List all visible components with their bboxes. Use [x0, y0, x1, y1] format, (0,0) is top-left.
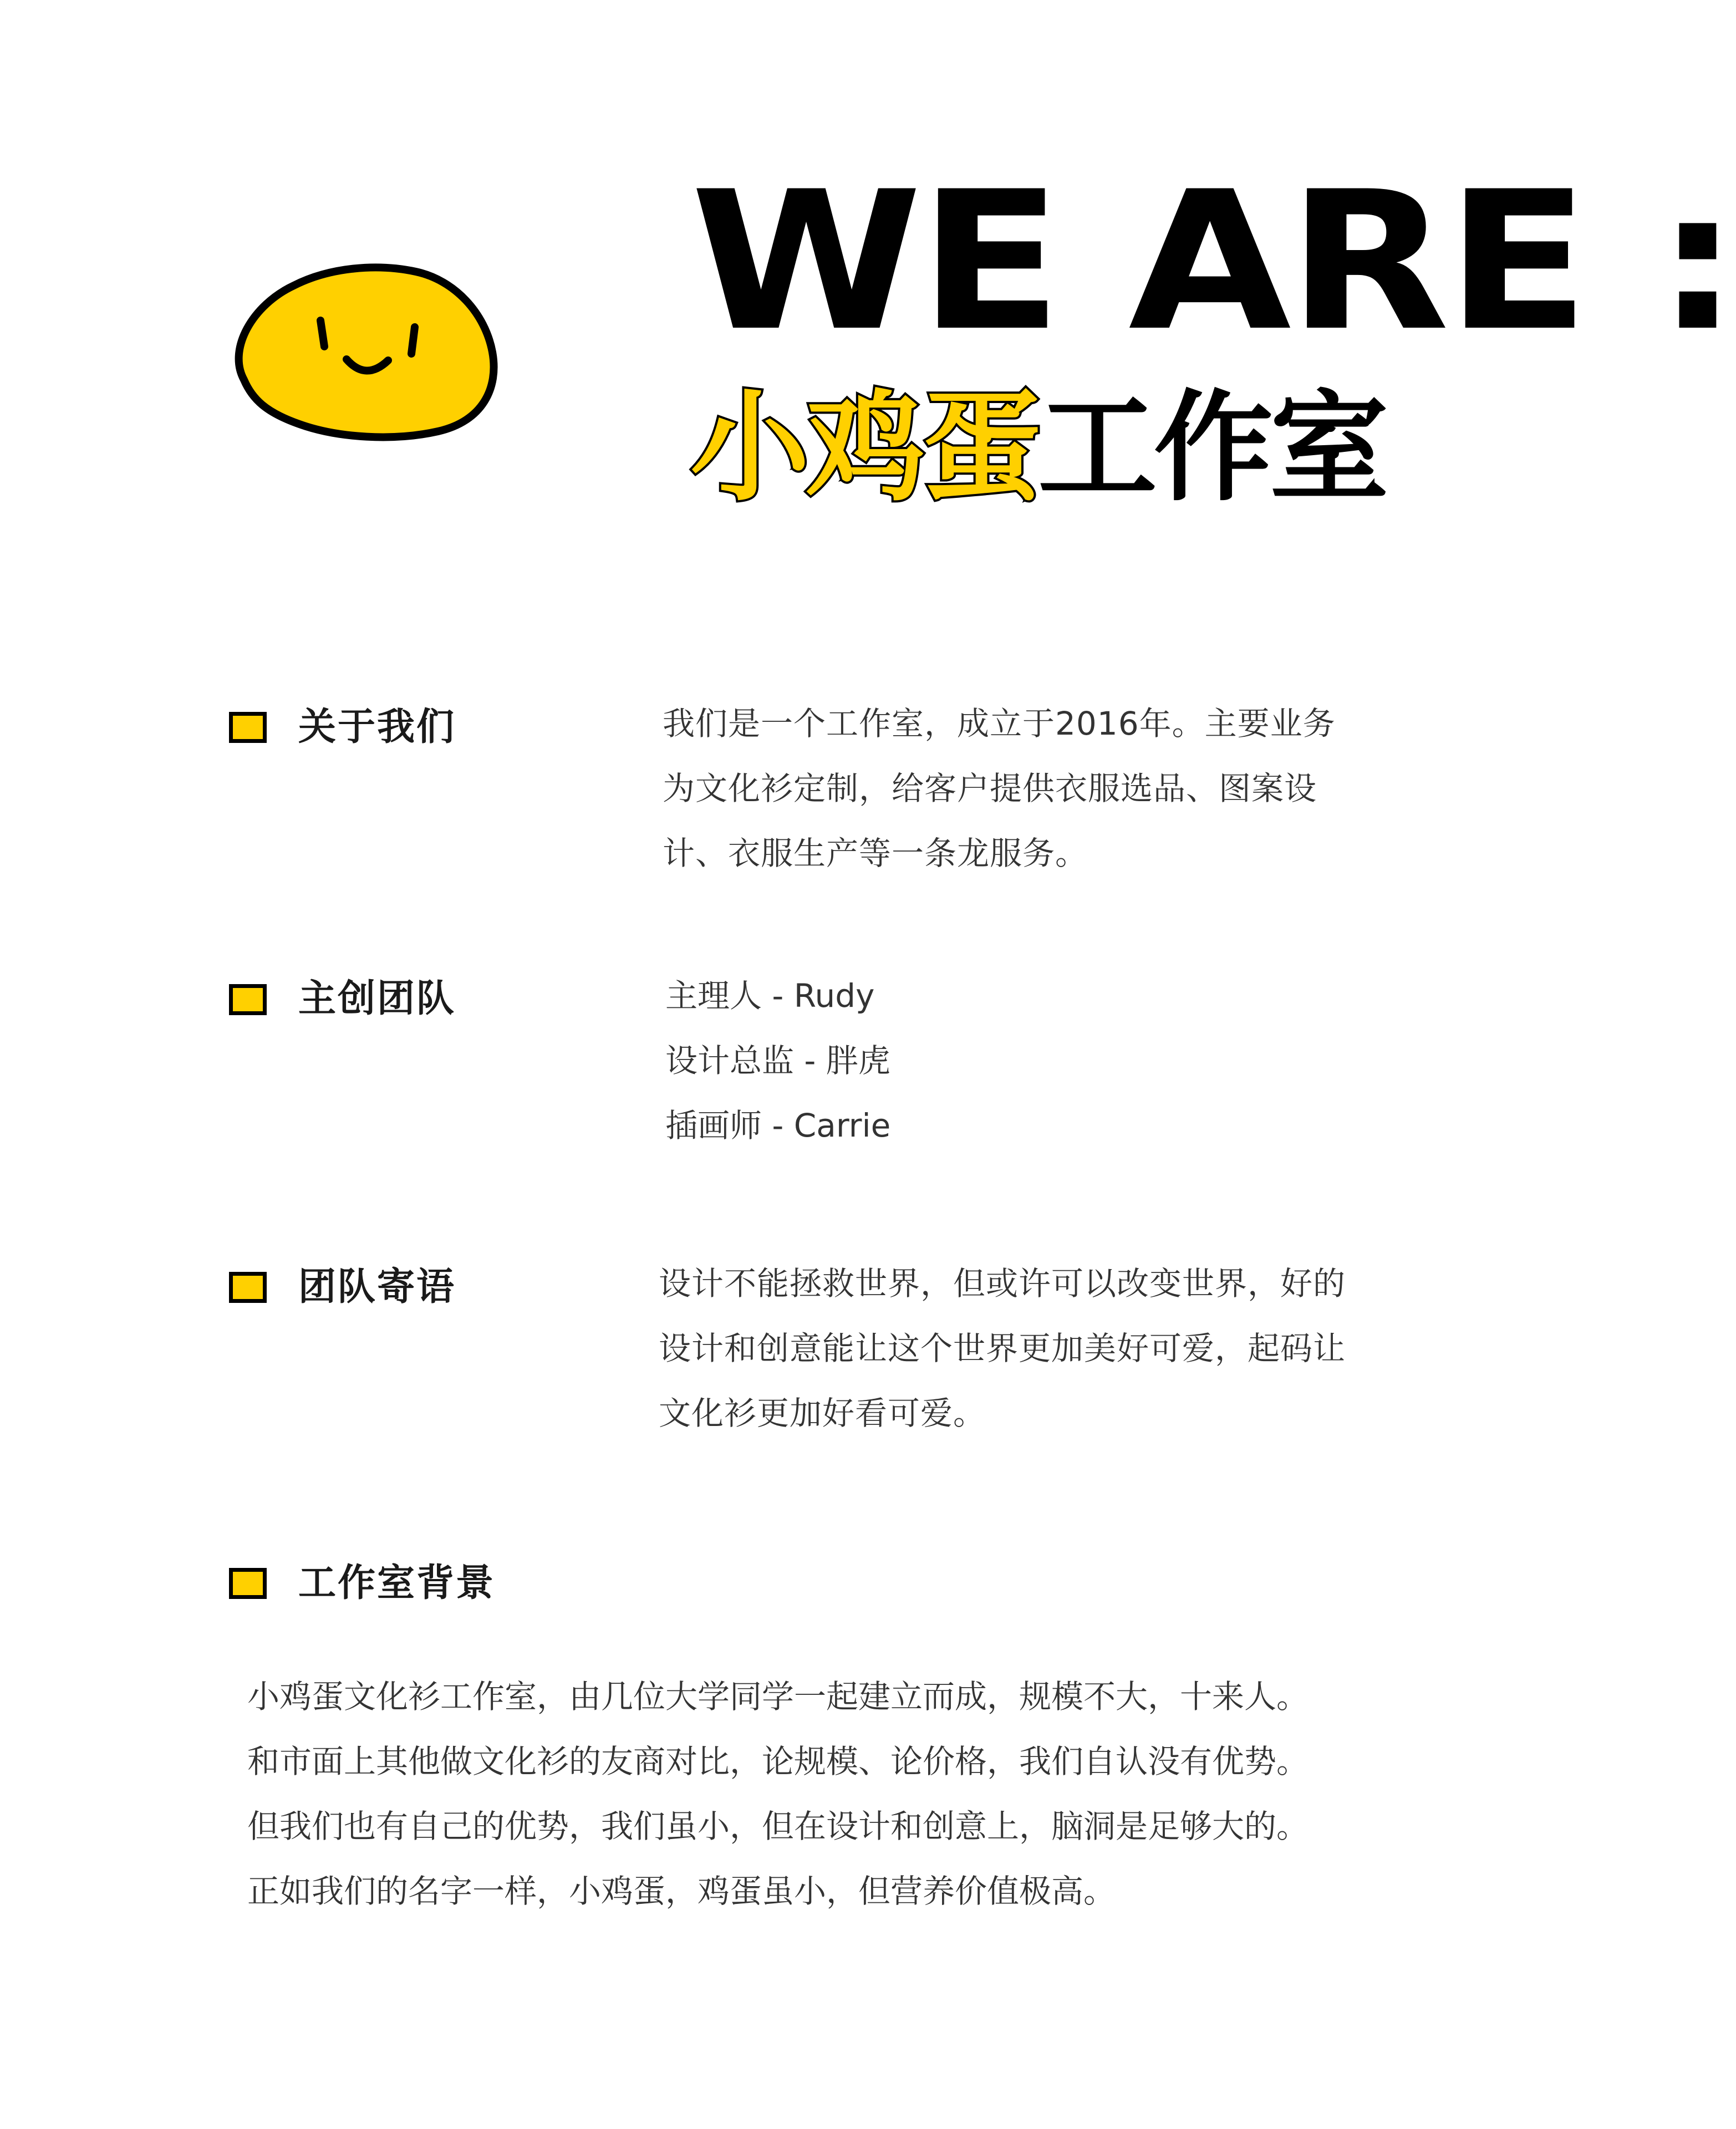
about-line: 我们是一个工作室，成立于2016年。主要业务 — [663, 705, 1336, 742]
background-line: 小鸡蛋文化衫工作室，由几位大学同学一起建立而成，规模不大，十来人。 — [247, 1678, 1309, 1715]
background-line: 但我们也有自己的优势，我们虽小，但在设计和创意上，脑洞是足够大的。 — [247, 1807, 1309, 1845]
team-member: 插画师 - Carrie — [665, 1107, 891, 1144]
headline: WE ARE : — [690, 151, 1736, 373]
section-title-message: 团队寄语 — [298, 1265, 456, 1309]
section-marker-background — [229, 1568, 267, 1599]
message-line: 文化衫更加好看可爱。 — [659, 1394, 986, 1432]
section-body-about — [663, 691, 1336, 886]
team-member: 设计总监 - 胖虎 — [665, 1042, 890, 1079]
team-member: 主理人 - Rudy — [665, 977, 875, 1015]
section-title-background: 工作室背景 — [298, 1561, 496, 1605]
section-title-team: 主创团队 — [298, 977, 456, 1021]
section-marker-message — [229, 1272, 267, 1303]
section-marker-about — [229, 712, 267, 743]
smiling-egg-mascot-icon — [227, 255, 499, 444]
background-line: 和市面上其他做文化衫的友商对比，论规模、论价格，我们自认没有优势。 — [247, 1743, 1309, 1780]
section-title-about: 关于我们 — [298, 705, 456, 749]
studio-name-highlight: 小鸡蛋 — [690, 378, 1038, 517]
section-body-background — [247, 1664, 1309, 1924]
message-line: 设计和创意能让这个世界更加美好可爱，起码让 — [659, 1330, 1346, 1367]
team-member-list — [665, 964, 890, 1158]
about-line: 为文化衫定制，给客户提供衣服选品、图案设 — [663, 770, 1317, 807]
studio-name — [690, 378, 1386, 517]
about-line: 计、衣服生产等一条龙服务。 — [663, 834, 1088, 872]
section-marker-team — [229, 984, 267, 1015]
section-body-message — [659, 1251, 1346, 1446]
background-line: 正如我们的名字一样，小鸡蛋，鸡蛋虽小，但营养价值极高。 — [247, 1872, 1116, 1910]
message-line: 设计不能拯救世界，但或许可以改变世界，好的 — [659, 1265, 1346, 1302]
studio-name-rest: 工作室 — [1038, 378, 1386, 517]
